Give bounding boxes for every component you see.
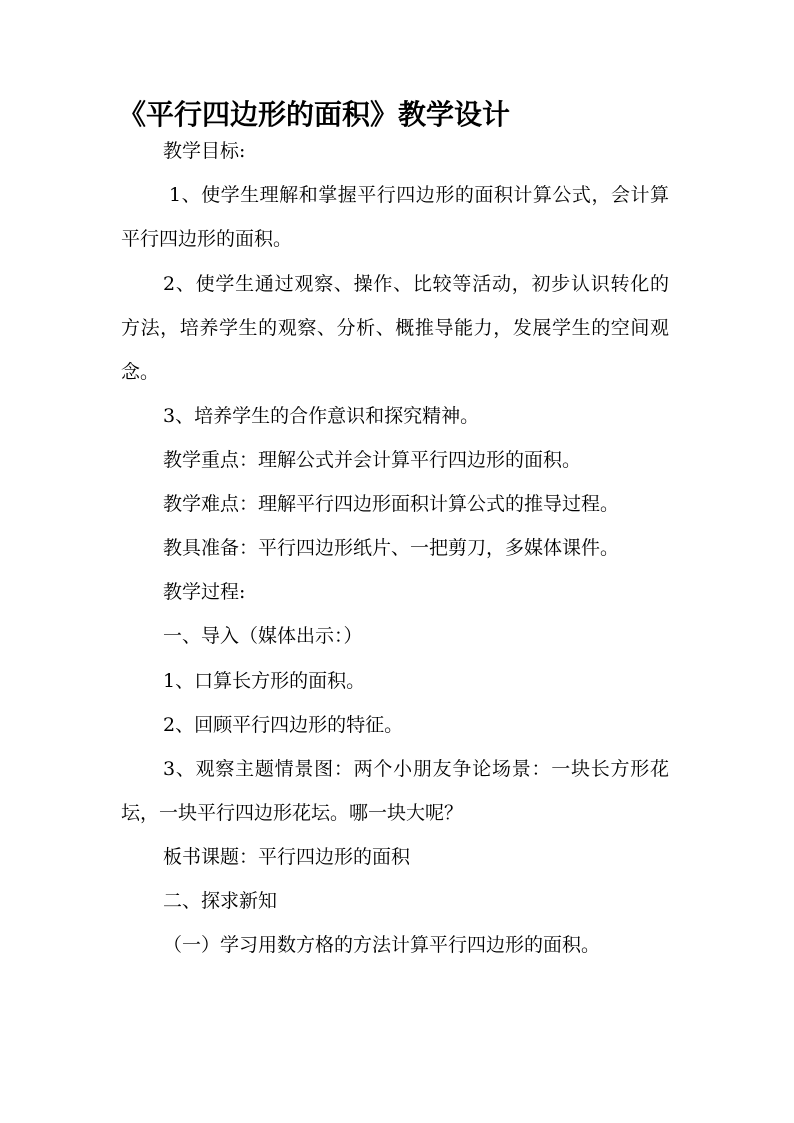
- paragraph-objectives-heading: 教学目标:: [163, 140, 246, 162]
- paragraph-objective-1: 1、使学生理解和掌握平行四边形的面积计算公式，会计算平行四边形的面积。: [121, 184, 669, 250]
- paragraph-process-heading: 教学过程:: [163, 581, 246, 603]
- paragraph-intro-1: 1、口算长方形的面积。: [163, 670, 366, 692]
- paragraph-materials: 教具准备：平行四边形纸片、一把剪刀，多媒体课件。: [163, 537, 620, 559]
- paragraph-objective-3: 3、培养学生的合作意识和探究精神。: [163, 405, 480, 427]
- paragraph-board-title: 板书课题：平行四边形的面积: [163, 846, 411, 868]
- paragraph-difficulty: 教学难点：理解平行四边形面积计算公式的推导过程。: [163, 493, 620, 515]
- paragraph-section-intro: 一、导入（媒体出示：）: [163, 625, 363, 647]
- paragraph-explore-1: （一）学习用数方格的方法计算平行四边形的面积。: [163, 934, 601, 956]
- paragraph-intro-2: 2、回顾平行四边形的特征。: [163, 714, 404, 736]
- paragraph-section-explore: 二、探求新知: [163, 890, 278, 912]
- document-title: 《平行四边形的面积》教学设计: [118, 98, 511, 131]
- paragraph-key-point: 教学重点：理解公式并会计算平行四边形的面积。: [163, 449, 582, 471]
- paragraph-intro-3: 3、观察主题情景图：两个小朋友争论场景：一块长方形花坛，一块平行四边形花坛。哪一块大呢？: [121, 758, 669, 824]
- paragraph-objective-2: 2、使学生通过观察、操作、比较等活动，初步认识转化的方法，培养学生的观察、分析、概推导能力，发展学生的空间观念。: [121, 273, 669, 383]
